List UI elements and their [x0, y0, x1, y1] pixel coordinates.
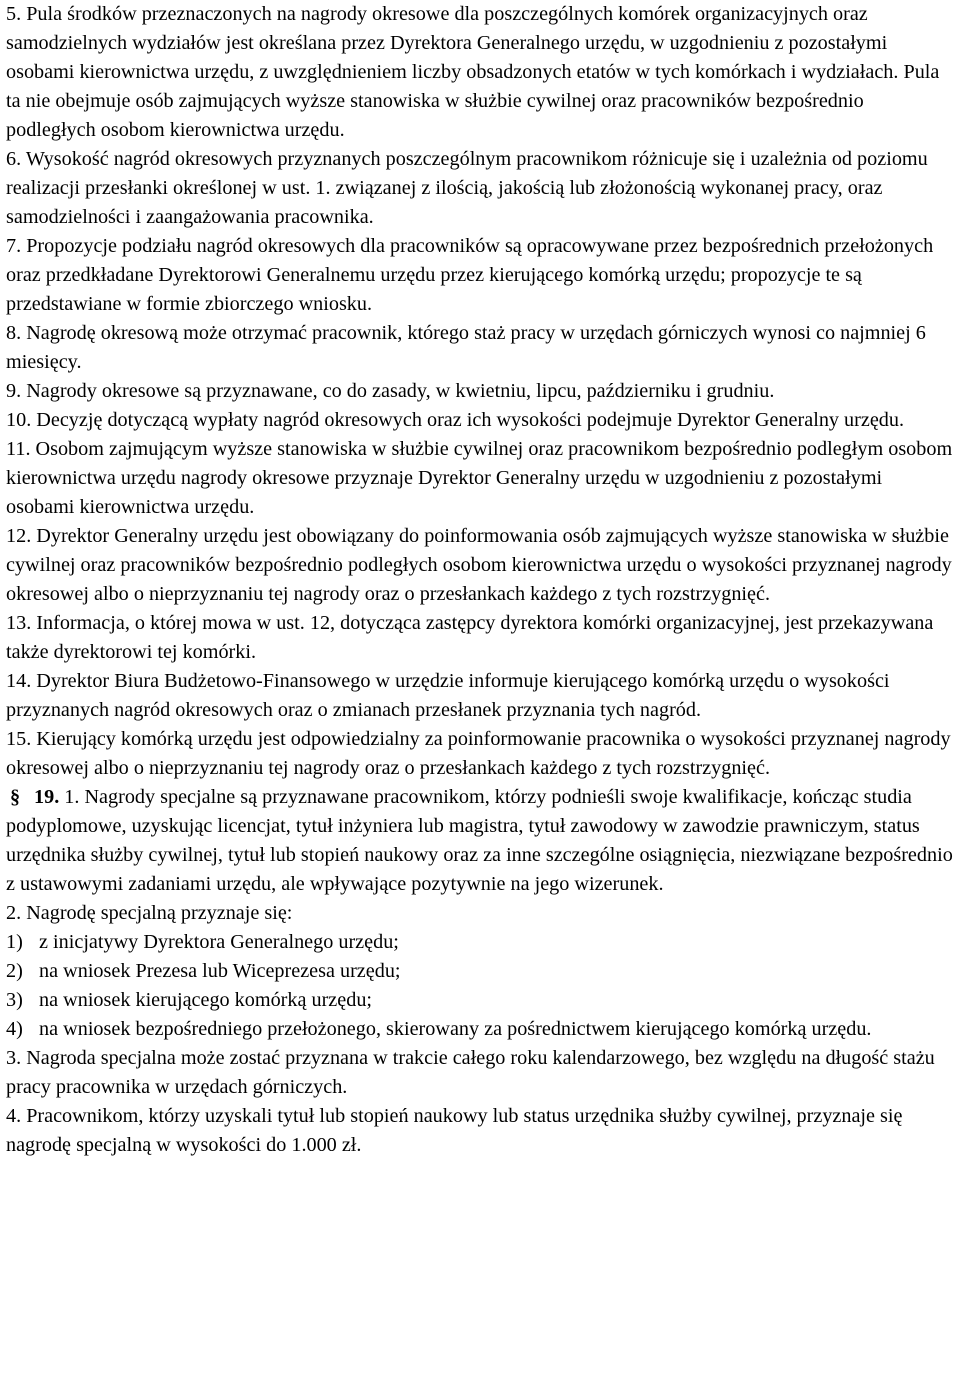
list-item-text: na wniosek bezpośredniego przełożonego, skierowany za pośrednictwem kierującego komórką urzędu. [39, 1018, 872, 1040]
list-item-text: na wniosek kierującego komórką urzędu; [39, 989, 373, 1011]
list-item [6, 928, 954, 957]
paragraph-12: 12. Dyrektor Generalny urzędu jest obowiązany do poinformowania osób zajmujących wyższe stanowiska w służbie cywilnej oraz pracowników bezpośrednio podległych osobom kierownictwa urzędu o wysokości przyznanej nagrody okresowej albo o nieprzyznaniu tej nagrody oraz o przesłankach każdego z tych rozstrzygnięć. [6, 525, 952, 605]
paragraph-13: 13. Informacja, o której mowa w ust. 12, dotycząca zastępcy dyrektora komórki organizacyjnej, jest przekazywana także dyrektorowi tej komórki. [6, 612, 934, 663]
list-item [6, 986, 954, 1015]
paragraph-5: 5. Pula środków przeznaczonych na nagrody okresowe dla poszczególnych komórek organizacyjnych oraz samodzielnych wydziałów jest określana przez Dyrektora Generalnego urzędu, w uzgodnieniu z pozostałymi osobami kierownictwa urzędu, z uwzględnieniem liczby obsadzonych etatów w tych komórkach i wydziałach. Pula ta nie obejmuje osób zajmujących wyższe stanowiska w służbie cywilnej oraz pracowników bezpośrednio podległych osobom kierownictwa urzędu. [6, 3, 940, 141]
paragraph-6: 6. Wysokość nagród okresowych przyznanych poszczególnym pracownikom różnicuje się i uzależnia od poziomu realizacji przesłanki określonej w ust. 1. związanej z ilością, jakością lub złożonością wykonanej pracy, oraz samodzielności i zaangażowania pracownika. [6, 148, 928, 228]
list-item-number: 1) [6, 931, 23, 953]
paragraph-11: 11. Osobom zajmującym wyższe stanowiska w służbie cywilnej oraz pracownikom bezpośrednio podległym osobom kierownictwa urzędu nagrody okresowe przyznaje Dyrektor Generalny urzędu w uzgodnieniu z pozostałymi osobami kierownictwa urzędu. [6, 438, 953, 518]
paragraph-7: 7. Propozycje podziału nagród okresowych dla pracowników są opracowywane przez bezpośrednich przełożonych oraz przedkładane Dyrektorowi Generalnemu urzędu przez kierującego komórką urzędu; propozycje te są przedstawiane w formie zbiorczego wniosku. [6, 235, 934, 315]
section-mark: § [10, 786, 21, 808]
list-item [6, 1015, 954, 1044]
list-item-text: z inicjatywy Dyrektora Generalnego urzędu; [39, 931, 399, 953]
list-item-number: 4) [6, 1018, 23, 1040]
section-19-paragraph-2-intro: 2. Nagrodę specjalną przyznaje się: [6, 902, 293, 924]
list-item-text: na wniosek Prezesa lub Wiceprezesa urzędu; [39, 960, 401, 982]
paragraph-14: 14. Dyrektor Biura Budżetowo-Finansowego w urzędzie informuje kierującego komórką urzędu o wysokości przyznanych nagród okresowych oraz o zmianach przesłanek przyznania tych nagród. [6, 670, 890, 721]
section-19-paragraph-3: 3. Nagroda specjalna może zostać przyznana w trakcie całego roku kalendarzowego, bez względu na długość stażu pracy pracownika w urzędach górniczych. [6, 1047, 935, 1098]
document-page [6, 0, 954, 1160]
section-19-p1-text: 1. Nagrody specjalne są przyznawane pracownikom, którzy podnieśli swoje kwalifikacje, kończąc studia podyplomowe, uzyskując licencjat, tytuł inżyniera lub magistra, tytuł zawodowy w zawodzie prawniczym, status urzędnika służby cywilnej, tytuł lub stopień naukowy oraz za inne szczególne osiągnięcia, niezwiązane bezpośrednio z ustawowymi zadaniami urzędu, ale wpływające pozytywnie na jego wizerunek. [6, 786, 953, 895]
section-19-paragraph-4: 4. Pracownikom, którzy uzyskali tytuł lub stopień naukowy lub status urzędnika służby cywilnej, przyznaje się nagrodę specjalną w wysokości do 1.000 zł. [6, 1105, 903, 1156]
section-number: 19. [34, 786, 60, 808]
paragraph-9: 9. Nagrody okresowe są przyznawane, co do zasady, w kwietniu, lipcu, październiku i grudniu. [6, 380, 775, 402]
list-item [6, 957, 954, 986]
paragraph-10: 10. Decyzję dotyczącą wypłaty nagród okresowych oraz ich wysokości podejmuje Dyrektor Generalny urzędu. [6, 409, 905, 431]
list-item-number: 3) [6, 989, 23, 1011]
list-item-number: 2) [6, 960, 23, 982]
paragraph-15: 15. Kierujący komórką urzędu jest odpowiedzialny za poinformowanie pracownika o wysokości przyznanej nagrody okresowej albo o nieprzyznaniu tej nagrody oraz o przesłankach każdego z tych rozstrzygnięć. [6, 728, 951, 779]
paragraph-8: 8. Nagrodę okresową może otrzymać pracownik, którego staż pracy w urzędach górniczych wynosi co najmniej 6 miesięcy. [6, 322, 926, 373]
section-19-paragraph-1 [6, 783, 954, 899]
